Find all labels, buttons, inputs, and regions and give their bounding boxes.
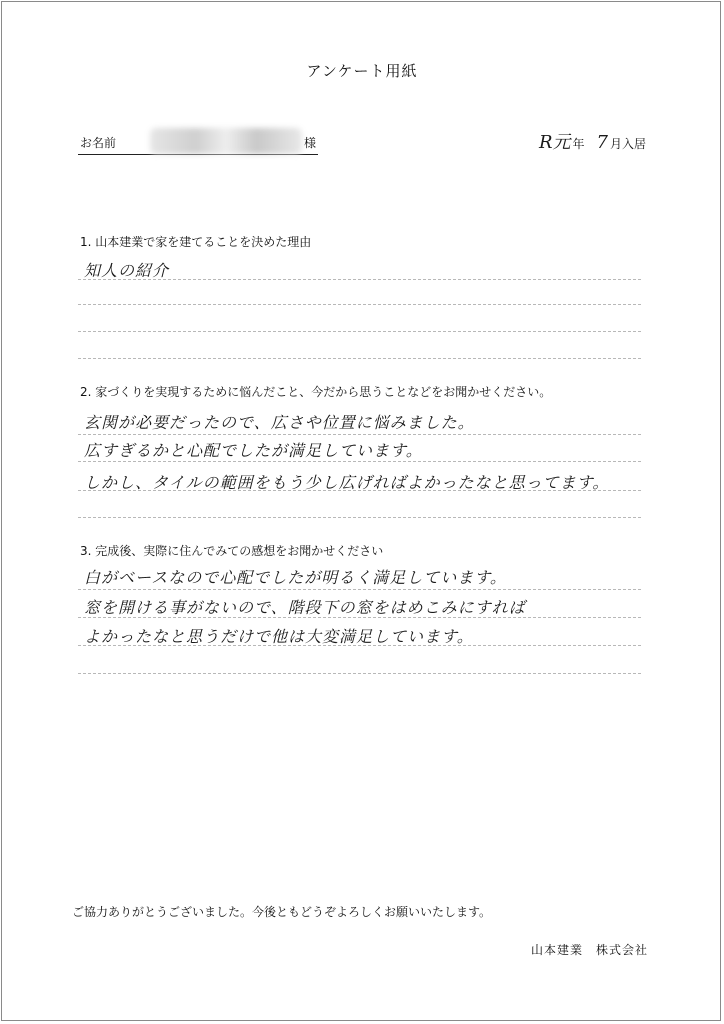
answer-line xyxy=(78,461,641,462)
month-label: 月入居 xyxy=(609,137,646,151)
answer-2-line-2: 広すぎるかと心配でしたが満足しています。 xyxy=(84,441,423,460)
answer-line xyxy=(78,358,641,359)
answer-line xyxy=(78,517,641,518)
answer-line xyxy=(78,645,641,646)
answer-2-line-3: しかし、タイルの範囲をもう少し広げればよかったなと思ってます。 xyxy=(84,473,610,492)
question-3: 3. 完成後、実際に住んでみての感想をお聞かせください xyxy=(80,544,384,558)
form-title: アンケート用紙 xyxy=(306,62,418,80)
year-label: 年 xyxy=(572,137,585,151)
company-name: 山本建業 株式会社 xyxy=(530,943,648,957)
name-suffix: 様 xyxy=(303,136,316,150)
answer-line xyxy=(78,617,641,618)
answer-line xyxy=(78,490,641,491)
answer-2-line-1: 玄関が必要だったので、広さや位置に悩みました。 xyxy=(84,413,475,432)
answer-3-line-2: 窓を開ける事がないので、階段下の窓をはめこみにすれば xyxy=(84,598,526,617)
answer-3-line-3: よかったなと思うだけで他は大変満足しています。 xyxy=(84,627,474,646)
answer-line xyxy=(78,304,641,305)
move-in-era: R元 xyxy=(538,132,571,153)
answer-line xyxy=(78,331,641,332)
move-in-month: 7 xyxy=(596,132,608,153)
move-in-date xyxy=(539,128,646,154)
redacted-name xyxy=(150,128,302,154)
answer-3-line-1: 白がベースなので心配でしたが明るく満足しています。 xyxy=(84,568,507,587)
name-field xyxy=(78,132,318,155)
answer-line xyxy=(78,434,641,435)
answer-line xyxy=(78,589,641,590)
name-label: お名前 xyxy=(80,136,117,150)
closing-message: ご協力ありがとうございました。今後ともどうぞよろしくお願いいたします。 xyxy=(72,905,492,919)
answer-line xyxy=(78,279,641,280)
answer-1-line-1: 知人の紹介 xyxy=(84,261,170,280)
question-1: 1. 山本建業で家を建てることを決めた理由 xyxy=(80,235,312,249)
question-2: 2. 家づくりを実現するために悩んだこと、今だから思うことなどをお聞かせください。 xyxy=(80,385,552,399)
answer-line xyxy=(78,673,641,674)
